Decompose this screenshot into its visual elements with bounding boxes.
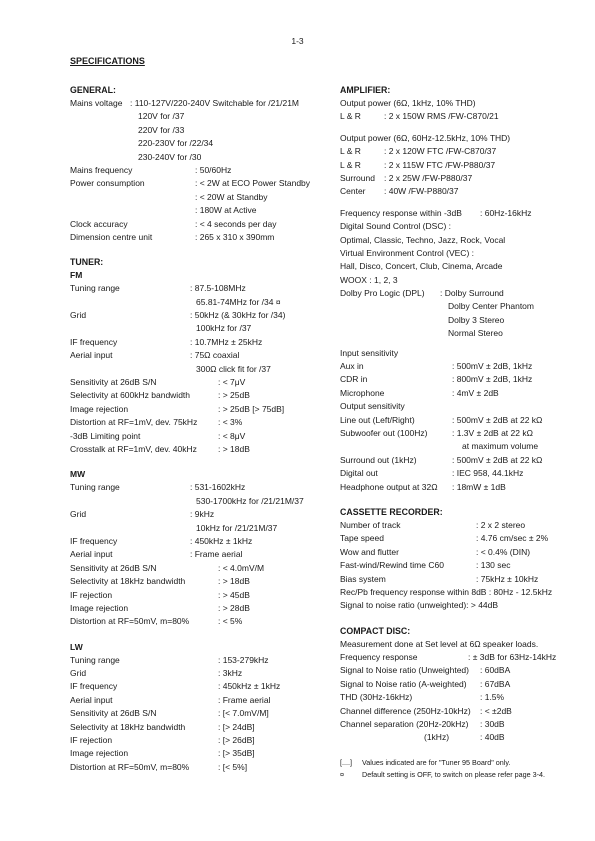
right-column xyxy=(340,84,580,781)
cd-label: Signal to Noise ratio (A-weighted) xyxy=(340,678,467,689)
cd-value: : 1.5% xyxy=(480,692,505,703)
lw-label: Tuning range xyxy=(70,654,120,665)
input-sensitivity-label: Microphone xyxy=(340,387,385,398)
general-label: Mains voltage xyxy=(70,98,123,108)
general-row xyxy=(70,137,325,150)
general-value: 220V for /33 xyxy=(138,124,185,135)
general-row xyxy=(70,124,325,137)
output-power-label: Center xyxy=(340,186,366,197)
cd-rows xyxy=(340,651,580,745)
cd-value: : < ±2dB xyxy=(480,705,512,716)
general-title: GENERAL: xyxy=(70,85,116,95)
mw-row xyxy=(70,535,325,548)
cd-label: THD (30Hz-16kHz) xyxy=(340,692,413,703)
mw-value: : > 28dB xyxy=(218,602,250,613)
fm-label: Distortion at RF=1mV, dev. 75kHz xyxy=(70,417,198,428)
mw-row xyxy=(70,602,325,615)
input-sensitivity-row xyxy=(340,373,580,386)
mw-row xyxy=(70,575,325,588)
lw-label: Distortion at RF=50mV, m=80% xyxy=(70,761,190,772)
cassette-row xyxy=(340,546,580,559)
general-row xyxy=(70,204,325,217)
lw-label: IF frequency xyxy=(70,681,118,692)
output-power-heading-1: Output power (6Ω, 1kHz, 10% THD) xyxy=(340,98,476,108)
output-sensitivity-value: : 500mV ± 2dB at 22 kΩ xyxy=(452,414,543,425)
fm-label: Aerial input xyxy=(70,350,113,361)
dolby-pro-logic-row xyxy=(340,287,580,300)
fm-row xyxy=(70,296,325,309)
mw-row xyxy=(70,548,325,561)
output-power-label: L & R xyxy=(340,111,361,122)
output-sensitivity-label: Line out (Left/Right) xyxy=(340,414,415,425)
fm-rows xyxy=(70,282,325,456)
fm-row xyxy=(70,376,325,389)
general-rows xyxy=(70,97,325,244)
cassette-value: : 130 sec xyxy=(476,560,511,571)
general-value: : 180W at Active xyxy=(195,205,257,216)
mw-row xyxy=(70,589,325,602)
dolby-modes xyxy=(340,300,580,340)
cd-row xyxy=(340,678,580,691)
lw-row xyxy=(70,761,325,774)
general-row xyxy=(70,97,325,110)
output-power-value: : 2 x 150W RMS /FW-C870/21 xyxy=(384,111,499,122)
dsc-heading: Digital Sound Control (DSC) : xyxy=(340,221,452,232)
fm-row xyxy=(70,349,325,362)
fm-value: : > 18dB xyxy=(218,443,250,454)
fm-row xyxy=(70,363,325,376)
general-value: 230-240V for /30 xyxy=(138,151,202,162)
amp-block1 xyxy=(340,110,580,123)
mw-value: : < 4.0mV/M xyxy=(218,562,265,573)
cassette-snr: Signal to noise ratio (unweighted): > 44dB xyxy=(340,600,499,611)
output-sensitivity-value: : IEC 958, 44.1kHz xyxy=(452,468,524,479)
cassette-label: Number of track xyxy=(340,519,401,530)
mw-label: Image rejection xyxy=(70,602,129,613)
lw-rows xyxy=(70,654,325,775)
fm-label: Crosstalk at RF=1mV, dev. 40kHz xyxy=(70,443,197,454)
cd-value: : ± 3dB for 63Hz-14kHz xyxy=(468,652,557,663)
footnote xyxy=(340,757,580,769)
cd-row xyxy=(340,651,580,664)
mw-value: 10kHz for /21/21M/37 xyxy=(196,522,278,533)
fm-title: FM xyxy=(70,270,83,281)
woox-line: WOOX : 1, 2, 3 xyxy=(340,274,398,285)
mw-value: : 450kHz ± 1kHz xyxy=(190,535,253,546)
lw-value: : 153-279kHz xyxy=(218,654,269,665)
cd-row xyxy=(340,664,580,677)
footnote-key: [....] xyxy=(340,757,352,767)
vec-heading: Virtual Environment Control (VEC) : xyxy=(340,247,475,258)
output-sensitivity-label: Digital out xyxy=(340,468,378,479)
cassette-label: Fast-wind/Rewind time C60 xyxy=(340,560,444,571)
fm-value: : > 25dB [> 75dB] xyxy=(218,403,285,414)
lw-title: LW xyxy=(70,641,83,652)
input-sensitivity-heading: Input sensitivity xyxy=(340,347,399,358)
dsc-values: Optimal, Classic, Techno, Jazz, Rock, Vocal xyxy=(340,234,506,245)
mw-value: : > 18dB xyxy=(218,576,250,587)
general-row xyxy=(70,110,325,123)
mw-label: IF rejection xyxy=(70,589,113,600)
lw-value: : [> 35dB] xyxy=(218,748,255,759)
amplifier-title: AMPLIFIER: xyxy=(340,85,391,95)
mw-label: Selectivity at 18kHz bandwidth xyxy=(70,576,186,587)
fm-label: Tuning range xyxy=(70,283,120,294)
mw-label: Aerial input xyxy=(70,549,113,560)
general-label: Clock accuracy xyxy=(70,218,128,229)
general-label: Dimension centre unit xyxy=(70,231,153,242)
cd-value: : 30dB xyxy=(480,719,505,730)
cd-value: (1kHz) xyxy=(424,732,450,743)
lw-row xyxy=(70,654,325,667)
fm-value: 100kHz for /37 xyxy=(196,323,252,334)
lw-label: IF rejection xyxy=(70,735,113,746)
lw-label: Grid xyxy=(70,668,87,679)
general-label: Power consumption xyxy=(70,178,145,189)
fm-value: : < 7μV xyxy=(218,377,246,388)
dpl-row xyxy=(340,287,580,300)
mw-value: : > 45dB xyxy=(218,589,250,600)
page-number: 1-3 xyxy=(291,36,304,46)
lw-row xyxy=(70,680,325,693)
output-sensitivity-row xyxy=(340,467,580,480)
lw-value: : [< 7.0mV/M] xyxy=(218,708,269,719)
output-power-value: : 2 x 120W FTC /FW-C870/37 xyxy=(384,146,497,157)
cd-row xyxy=(340,691,580,704)
input-sensitivity-value: : 800mV ± 2dB, 1kHz xyxy=(452,374,533,385)
cd-intro: Measurement done at Set level at 6Ω speaker loads. xyxy=(340,638,539,649)
cassette-value: : 75kHz ± 10kHz xyxy=(476,573,539,584)
lw-value: : [> 26dB] xyxy=(218,735,255,746)
cd-value: : 40dB xyxy=(480,732,505,743)
dpl-mode-value: Dolby 3 Stereo xyxy=(448,314,505,325)
general-value: 120V for /37 xyxy=(138,111,185,122)
fm-value: : 75Ω coaxial xyxy=(190,350,240,361)
fm-label: -3dB Limiting point xyxy=(70,430,141,441)
lw-value: : [> 24dB] xyxy=(218,721,255,732)
input-sensitivity-row xyxy=(340,360,580,373)
cd-row xyxy=(340,731,580,744)
input-sensitivity-row xyxy=(340,387,580,400)
cassette-label: Bias system xyxy=(340,573,386,584)
mw-value: : 9kHz xyxy=(190,509,215,520)
output-sensitivity-rows xyxy=(340,414,580,494)
fm-row xyxy=(70,322,325,335)
dpl-mode-row xyxy=(340,314,580,327)
mw-row xyxy=(70,615,325,628)
output-sensitivity-row xyxy=(340,414,580,427)
dpl-label: Dolby Pro Logic (DPL) xyxy=(340,288,425,299)
cassette-rows xyxy=(340,519,580,586)
lw-label: Aerial input xyxy=(70,694,113,705)
output-power-row xyxy=(340,172,580,185)
mw-row xyxy=(70,481,325,494)
mw-value: 530-1700kHz for /21/21M/37 xyxy=(196,495,304,506)
specifications-heading: SPECIFICATIONS xyxy=(70,56,145,66)
cd-label: Channel difference (250Hz-10kHz) xyxy=(340,705,471,716)
general-value: : < 2W at ECO Power Standby xyxy=(195,178,311,189)
general-row xyxy=(70,164,325,177)
vec-values: Hall, Disco, Concert, Club, Cinema, Arcade xyxy=(340,261,503,272)
cd-label: Signal to Noise ratio (Unweighted) xyxy=(340,665,469,676)
output-power-label: L & R xyxy=(340,159,361,170)
lw-row xyxy=(70,667,325,680)
fm-row xyxy=(70,389,325,402)
mw-label: Sensitivity at 26dB S/N xyxy=(70,562,157,573)
fm-value: 300Ω click fit for /37 xyxy=(196,363,271,374)
input-sensitivity-label: CDR in xyxy=(340,374,368,385)
general-label: Mains frequency xyxy=(70,164,133,175)
output-sensitivity-label: Headphone output at 32Ω xyxy=(340,481,438,492)
lw-value: : Frame aerial xyxy=(218,694,271,705)
mw-value: : Frame aerial xyxy=(190,549,243,560)
lw-row xyxy=(70,707,325,720)
output-power-row xyxy=(340,145,580,158)
input-sensitivity-value: : 4mV ± 2dB xyxy=(452,387,499,398)
cassette-row xyxy=(340,519,580,532)
general-value: : 50/60Hz xyxy=(195,164,232,175)
output-power-heading-2: Output power (6Ω, 60Hz-12.5kHz, 10% THD) xyxy=(340,132,511,143)
fm-label: Sensitivity at 26dB S/N xyxy=(70,377,157,388)
lw-row xyxy=(70,694,325,707)
cd-label: Frequency response xyxy=(340,652,418,663)
cassette-rec-response: Rec/Pb frequency response within 8dB : 80Hz - 12.5kHz xyxy=(340,586,553,597)
output-sensitivity-value: : 1.3V ± 2dB at 22 kΩ xyxy=(452,427,533,438)
output-sensitivity-label: Surround out (1kHz) xyxy=(340,454,417,465)
cassette-label: Tape speed xyxy=(340,533,384,544)
frequency-response-value: : 60Hz-16kHz xyxy=(480,207,532,218)
output-sensitivity-value: : 18mW ± 1dB xyxy=(452,481,506,492)
lw-row xyxy=(70,734,325,747)
fm-row xyxy=(70,443,325,456)
cassette-row xyxy=(340,573,580,586)
fm-row xyxy=(70,430,325,443)
cassette-row xyxy=(340,532,580,545)
general-row xyxy=(70,191,325,204)
lw-label: Image rejection xyxy=(70,748,129,759)
fm-row xyxy=(70,403,325,416)
fm-label: IF frequency xyxy=(70,336,118,347)
footnote-text: Default setting is OFF, to switch on please refer page 3-4. xyxy=(362,769,545,779)
general-row xyxy=(70,231,325,244)
cd-row xyxy=(340,718,580,731)
fm-value: : < 8μV xyxy=(218,430,246,441)
footnote-text: Values indicated are for "Tuner 95 Board" only. xyxy=(362,757,511,767)
fm-row xyxy=(70,336,325,349)
output-power-value: : 2 x 25W /FW-P880/37 xyxy=(384,172,473,183)
output-power-row xyxy=(340,159,580,172)
footnote xyxy=(340,769,580,781)
mw-title: MW xyxy=(70,469,86,480)
output-sensitivity-label: Subwoofer out (100Hz) xyxy=(340,427,428,438)
left-column xyxy=(70,84,325,774)
output-sensitivity-heading: Output sensitivity xyxy=(340,401,405,412)
fm-row xyxy=(70,282,325,295)
mw-row xyxy=(70,508,325,521)
dpl-mode-row xyxy=(340,327,580,340)
lw-label: Selectivity at 18kHz bandwidth xyxy=(70,721,186,732)
lw-row xyxy=(70,747,325,760)
fm-value: : 10.7MHz ± 25kHz xyxy=(190,336,263,347)
dpl-value: : Dolby Surround xyxy=(440,288,504,299)
lw-row xyxy=(70,721,325,734)
cassette-value: : < 0.4% (DIN) xyxy=(476,546,531,557)
cassette-value: : 4.76 cm/sec ± 2% xyxy=(476,533,549,544)
lw-value: : 450kHz ± 1kHz xyxy=(218,681,281,692)
general-row xyxy=(70,151,325,164)
input-sensitivity-label: Aux in xyxy=(340,361,364,372)
fm-value: 65.81-74MHz for /34 ¤ xyxy=(196,296,281,307)
dpl-mode-value: Normal Stereo xyxy=(448,328,503,339)
general-value: : 265 x 310 x 390mm xyxy=(195,231,275,242)
mw-value: : < 5% xyxy=(218,616,243,627)
input-sensitivity-rows xyxy=(340,360,580,400)
general-value: 220-230V for /22/34 xyxy=(138,138,214,149)
cassette-value: : 2 x 2 stereo xyxy=(476,519,526,530)
tuner-title: TUNER: xyxy=(70,257,104,268)
input-sensitivity-value: : 500mV ± 2dB, 1kHz xyxy=(452,361,533,372)
frequency-response-label: Frequency response within -3dB xyxy=(340,207,462,218)
mw-row xyxy=(70,562,325,575)
output-power-row xyxy=(340,185,580,198)
fm-label: Selectivity at 600kHz bandwidth xyxy=(70,390,191,401)
output-sensitivity-row xyxy=(340,481,580,494)
frequency-response-row xyxy=(340,207,580,220)
output-sensitivity-row xyxy=(340,440,580,453)
frequency-response-row xyxy=(340,207,580,220)
fm-row xyxy=(70,416,325,429)
fm-value: : < 3% xyxy=(218,417,243,428)
fm-value: : 50kHz (& 30kHz for /34) xyxy=(190,310,286,321)
general-value: : < 20W at Standby xyxy=(195,191,268,202)
mw-label: Distortion at RF=50mV, m=80% xyxy=(70,616,190,627)
general-row xyxy=(70,177,325,190)
lw-value: : 3kHz xyxy=(218,668,243,679)
mw-rows xyxy=(70,481,325,628)
fm-label: Grid xyxy=(70,310,87,321)
output-sensitivity-row xyxy=(340,427,580,440)
output-power-label: Surround xyxy=(340,172,375,183)
cd-value: : 60dBA xyxy=(480,665,511,676)
cd-value: : 67dBA xyxy=(480,678,511,689)
lw-label: Sensitivity at 26dB S/N xyxy=(70,708,157,719)
dpl-mode-value: Dolby Center Phantom xyxy=(448,301,534,312)
output-power-label: L & R xyxy=(340,146,361,157)
footnote-key: ¤ xyxy=(340,769,344,779)
fm-label: Image rejection xyxy=(70,403,129,414)
cd-title: COMPACT DISC: xyxy=(340,625,411,636)
cassette-title: CASSETTE RECORDER: xyxy=(340,506,443,517)
output-power-value: : 2 x 115W FTC /FW-P880/37 xyxy=(384,159,496,170)
mw-label: Tuning range xyxy=(70,482,120,493)
lw-value: : [< 5%] xyxy=(218,761,248,772)
output-sensitivity-value: : 500mV ± 2dB at 22 kΩ xyxy=(452,454,543,465)
cassette-row xyxy=(340,559,580,572)
cassette-label: Wow and flutter xyxy=(340,546,399,557)
mw-label: IF frequency xyxy=(70,535,118,546)
fm-value: : > 25dB xyxy=(218,390,250,401)
cd-label: Channel separation (20Hz-20kHz) xyxy=(340,719,469,730)
mw-label: Grid xyxy=(70,509,87,520)
general-value: : < 4 seconds per day xyxy=(195,218,277,229)
mw-row xyxy=(70,495,325,508)
output-power-row xyxy=(340,110,580,123)
footnotes xyxy=(340,757,580,781)
general-value: : 110-127V/220-240V Switchable for /21/21M xyxy=(130,98,300,108)
fm-row xyxy=(70,309,325,322)
output-power-value: : 40W /FW-P880/37 xyxy=(384,186,459,197)
fm-value: : 87.5-108MHz xyxy=(190,283,246,294)
amp-block2 xyxy=(340,145,580,199)
output-sensitivity-value: at maximum volume xyxy=(462,441,539,452)
mw-value: : 531-1602kHz xyxy=(190,482,246,493)
cd-row xyxy=(340,705,580,718)
dpl-mode-row xyxy=(340,300,580,313)
output-sensitivity-row xyxy=(340,454,580,467)
general-row xyxy=(70,218,325,231)
mw-row xyxy=(70,522,325,535)
